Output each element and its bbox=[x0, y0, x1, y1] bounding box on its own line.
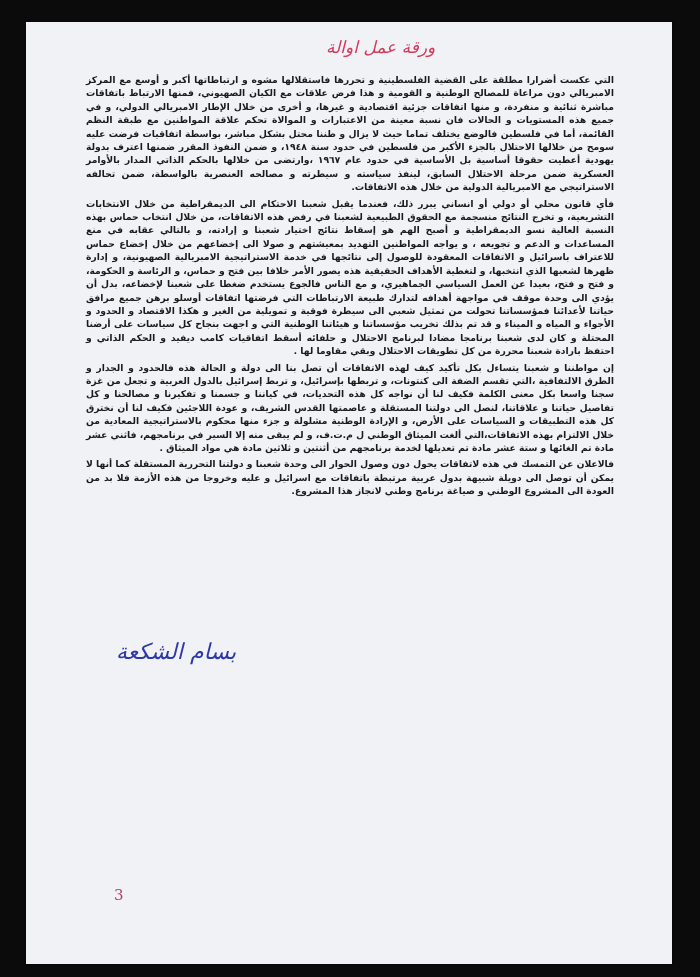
paragraph-2: فأي قانون محلي أو دولي أو انساني يبرر ذلك، فعندما يقبل شعبنا الاحتكام الى الديمقراطية من خلال الانتخابات التشريعية، و تخرج النتائج منسجمة مع الحقوق الطبيعية لشعبنا في رفض هذه الاتفاقات، من خلال انتخاب حماس بهذه النسبة العالية نسو الديمقراطية و أصبح الهم هو إسقاط نتائج اختيار شعبنا و إرادته، و بالتالي عقابه في منع المساعدات و الدعم و تجويعه ، و يواجه المواطنين التهديد بمعيشتهم و صولا الى إخضاعهم من خلال إخضاع حماس للاعتراف باسرائيل و الاتفاقات المعقودة للوصول إلى نتائجها في خدمة الاستراتيجية الامبريالية الصهيونية، و إدارة ظهرها لشعبها الذي انتخبها، و لتغطية الأهداف الحقيقية هذه يصور الأمر خلافا بين فتح و حماس، و الرئاسة و الحكومة، و فتح و فتح، بعيدا عن العمل السياسي الجماهيري، و مع الناس فالجوع يستخدم ضغطا على شعبنا لإخضاعه، بدل أن يؤدي الى وحدة موقف في مواجهة أهدافه لتدارك طبيعة الارتباطات التي فرضتها اتفاقات أوسلو برهن جميع مرافق حياتنا لأعدائنا فمؤسساتنا تحولت من تمثيل شعبي الى سيطرة فوقية و تمويلية من الغير و هكذا الاقتصاد و الحدود و الأجواء و المياه و الميناء و قد تم بذلك تخريب مؤسساتنا و هيئاتنا الوطنية التي و اجهت بنجاح كل سياسات على أرضنا المحتلة و كان لدى شعبنا برنامجا مضادا لبرنامج الاحتلال و حلفائه أسقط اتفاقيات كامب ديفيد و الحكم الذاتي و احتفظ بارادة شعبنا محررة من كل تطويقات الاحتلال وبقي مقاوما لها . bbox=[86, 198, 614, 358]
handwritten-margin-note: ورقة عمل اوالة bbox=[326, 38, 436, 58]
paragraph-1: التي عكست أضرارا مطلقة على القضية الفلسطينية و تحررها فاستقلالها مشوه و ارتباطاتها أكبر و أوسع مع المركز الامبريالي دون مراعاة للمصالح الوطنية و القومية و هذا فرض علاقات مع الكيان الصهيوني، فمنها الارتباط باتفاقات مباشرة ثنائية و منفردة، و منها اتفاقات جزئية اقتصادية و غيرها، و أخرى من خلال الإطار الامبريالي الدولي، و في جميع هذه المستويات و الحالات فان نسبة معينة من الاعتبارات و الموالاة تحكم علاقة المواطنين مع طبقة النظم القائمة، أما في فلسطين فالوضع يختلف تماما حيث لا يزال و طننا محتل بشكل مباشر، بواسطة اتفاقيات فرضت عليه سومح من خلالها الاحتلال بالجزء الأكبر من فلسطين في حدود سنة ١٩٤٨، و ضمن النفوذ المقرر ضمنها اعترف بدولة يهودية أعطيت حقوقا أساسية بل الأساسية في حدود عام ١٩٦٧ ،وارتضى من خلالها بالحكم الذاتي المدار بالأوامر العسكرية ضمن مرحلة الاحتلال السابق، لينفذ سياسته و سيطرته و مصالحه العنصرية بالواسطة، ضمن تحالفه الاستراتيجي مع الامبريالية الدولية من خلال هذه الاتفاقات. bbox=[86, 75, 614, 194]
paragraph-3: إن مواطننا و شعبنا يتساءل بكل تأكيد كيف لهذه الاتفاقات أن تصل بنا الى دولة و الحالة هذه فالحدود و الجدار و الطرق الالتفافية ،التي تقسم الضفة الى كنتونات، و تربطها بإسرائيل، و تربط إسرائيل بالدول العربية و تجعل من غزة سجنا واسعا بكل معنى الكلمة فكيف لنا أن نواجه كل هذه التحديات، في كياننا و جسمنا و تفكيرنا و مصالحنا و كل تفاصيل حياتنا و علاقاتنا، لنصل الى دولتنا المستقلة و عاصمتها القدس الشريف، و عودة اللاجئين فكيف لنا أن نخترق كل هذه التطبيقات و السياسات على الأرض، و الإرادة الوطنية مشلولة و جزء منها محكوم بالاستراتيجية المعادية من خلال الالتزام بهذه الاتفاقات،التي ألغت الميثاق الوطني ل م.ت.ف، و لم يبقى منه إلا السير في برنامجهم، فاثني عشر مادة تم الغائها و ستة عشر مادة تم تعديلها لخدمة برنامجهم من أثنتين و ثلاثين مادة هي مواد الميثاق . bbox=[86, 362, 614, 454]
letter-body bbox=[86, 74, 614, 502]
page-number: 3 bbox=[114, 886, 124, 904]
document-page bbox=[26, 22, 672, 964]
paragraph-4: فالاعلان عن التمسك في هذه لاتفاقات يحول دون وصول الحوار الى وحدة شعبنا و دولتنا التحررية المستقلة كما أنها لا يمكن أن توصل الى دويلة شبيهة بدول عربية مرتبطة باتفاقات مع اسرائيل و عليه وخروجا من هذه الأزمة فلا بد من العودة الى المشروع الوطني و صياغة برنامج وطني لانجاز هذا المشروع. bbox=[86, 459, 614, 498]
handwritten-signature: بسام الشكعة bbox=[116, 640, 237, 665]
